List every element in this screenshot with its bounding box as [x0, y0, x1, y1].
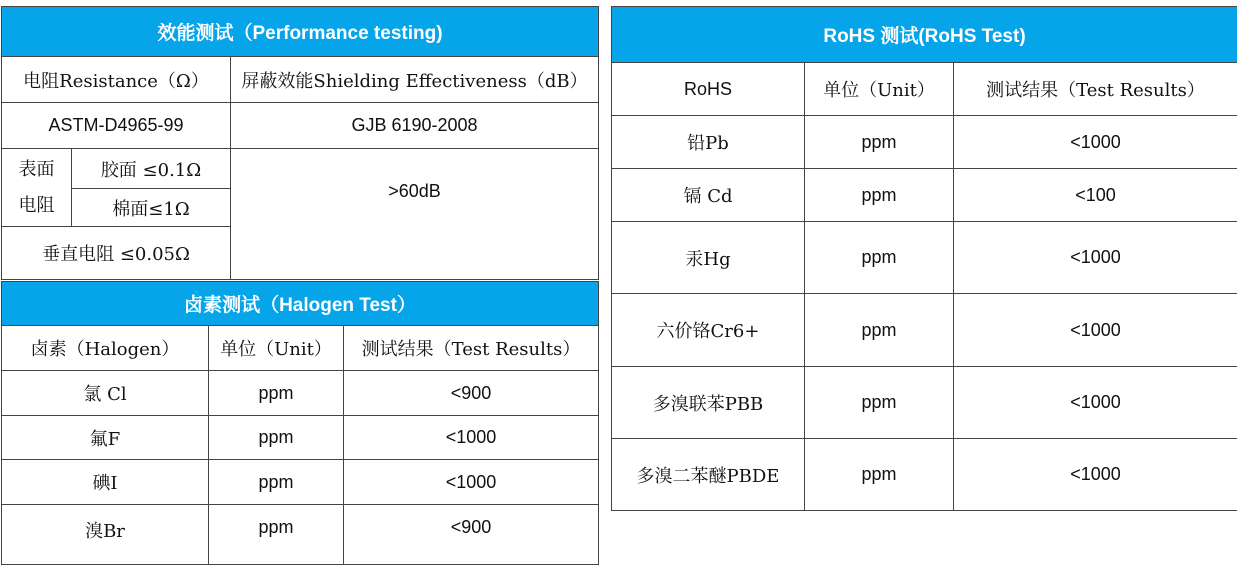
halogen-element: 氟F — [2, 416, 209, 460]
vertical-resistance: 垂直电阻 ≤0.05Ω — [2, 227, 231, 280]
table-row — [2, 505, 599, 565]
rohs-header-result: 测试结果（Test Results） — [954, 63, 1237, 116]
cotton-side-resistance: 棉面≤1Ω — [72, 189, 231, 227]
halogen-table — [1, 281, 599, 565]
table-row — [612, 169, 1237, 222]
rohs-result: <1000 — [954, 367, 1237, 439]
performance-title: 效能测试（Performance testing) — [2, 7, 599, 57]
rohs-unit: ppm — [805, 439, 954, 511]
rohs-header-element: RoHS — [612, 63, 805, 116]
rohs-header-unit: 单位（Unit） — [805, 63, 954, 116]
table-row — [612, 222, 1237, 294]
halogen-header-result: 测试结果（Test Results） — [344, 326, 599, 371]
table-row — [612, 294, 1237, 367]
rohs-result: <1000 — [954, 222, 1237, 294]
rohs-unit: ppm — [805, 294, 954, 367]
halogen-unit: ppm — [209, 416, 344, 460]
rohs-unit: ppm — [805, 169, 954, 222]
adhesive-side-resistance: 胶面 ≤0.1Ω — [72, 149, 231, 189]
rohs-unit: ppm — [805, 116, 954, 169]
halogen-element: 碘I — [2, 460, 209, 505]
rohs-result: <100 — [954, 169, 1237, 222]
halogen-unit: ppm — [209, 460, 344, 505]
shielding-value: >60dB — [231, 149, 599, 280]
performance-table — [1, 6, 599, 280]
rohs-result: <1000 — [954, 294, 1237, 367]
halogen-title: 卤素测试（Halogen Test） — [2, 282, 599, 326]
halogen-header-unit: 单位（Unit） — [209, 326, 344, 371]
table-row — [612, 116, 1237, 169]
halogen-result: <900 — [344, 505, 599, 565]
halogen-unit: ppm — [209, 371, 344, 416]
table-row — [2, 371, 599, 416]
rohs-title: RoHS 测试(RoHS Test) — [612, 7, 1237, 63]
shielding-standard: GJB 6190-2008 — [231, 103, 599, 149]
rohs-element: 镉 Cd — [612, 169, 805, 222]
halogen-header-element: 卤素（Halogen） — [2, 326, 209, 371]
halogen-result: <1000 — [344, 416, 599, 460]
halogen-element: 溴Br — [2, 505, 209, 565]
rohs-element: 多溴联苯PBB — [612, 367, 805, 439]
rohs-result: <1000 — [954, 439, 1237, 511]
surface-resistance-label — [2, 149, 72, 227]
rohs-unit: ppm — [805, 367, 954, 439]
table-row — [2, 416, 599, 460]
surface-resistance-label-line-1: 表面 — [2, 152, 71, 188]
rohs-unit: ppm — [805, 222, 954, 294]
rohs-element: 铅Pb — [612, 116, 805, 169]
halogen-result: <1000 — [344, 460, 599, 505]
resistance-standard: ASTM-D4965-99 — [2, 103, 231, 149]
rohs-table — [611, 6, 1237, 511]
rohs-element: 多溴二苯醚PBDE — [612, 439, 805, 511]
surface-resistance-label-line-2: 电阻 — [2, 188, 71, 224]
table-row — [2, 460, 599, 505]
table-row — [612, 439, 1237, 511]
shielding-header: 屏蔽效能Shielding Effectiveness（dB） — [231, 57, 599, 103]
halogen-element: 氯 Cl — [2, 371, 209, 416]
rohs-result: <1000 — [954, 116, 1237, 169]
table-row — [612, 367, 1237, 439]
halogen-result: <900 — [344, 371, 599, 416]
rohs-element: 汞Hg — [612, 222, 805, 294]
rohs-element: 六价铬Cr6+ — [612, 294, 805, 367]
resistance-header: 电阻Resistance（Ω） — [2, 57, 231, 103]
halogen-unit: ppm — [209, 505, 344, 565]
